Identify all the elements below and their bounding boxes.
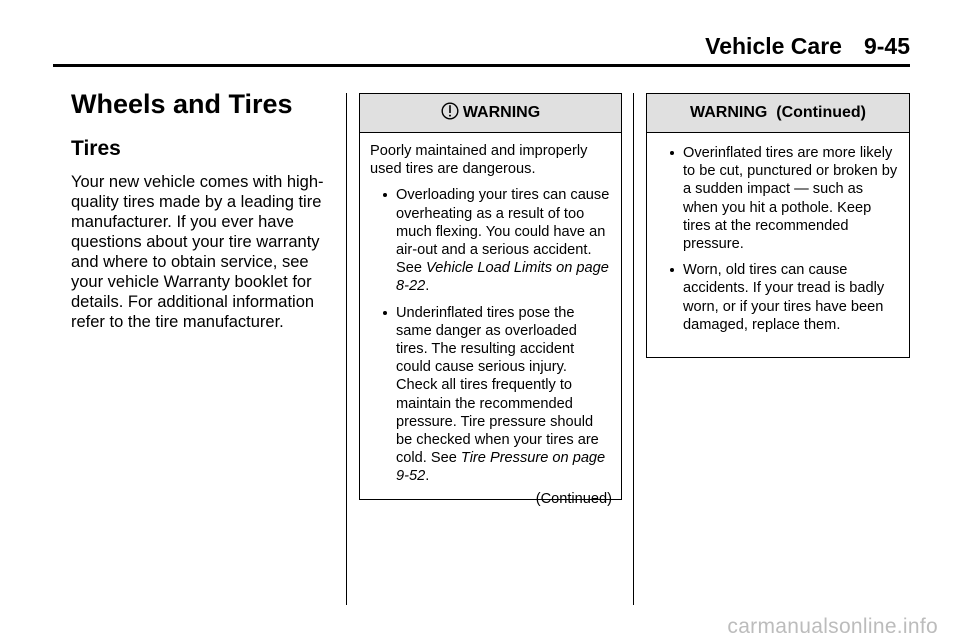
warning-title: WARNING (Continued) bbox=[690, 104, 866, 121]
section-title: Wheels and Tires bbox=[71, 89, 293, 119]
warning-triangle-icon bbox=[441, 102, 459, 125]
warning-header bbox=[647, 94, 909, 133]
cross-reference: Vehicle Load Limits on page 8-22 bbox=[396, 260, 609, 295]
warning-intro: Poorly maintained and improperly used tires are dangerous. bbox=[370, 143, 588, 178]
left-column bbox=[71, 88, 333, 332]
subsection-title: Tires bbox=[71, 137, 121, 160]
header-section: Vehicle Care bbox=[705, 33, 842, 59]
warning-bullet bbox=[657, 144, 900, 253]
column-divider bbox=[346, 93, 347, 605]
bullet-text: Underinflated tires pose the same danger as overloaded tires. The resulting accident could cause serious injury. Check all tires frequently to maintain the recommended pressure. Tire pressure should be checked when your tires are cold. See bbox=[396, 304, 599, 467]
warning-continued-box bbox=[646, 93, 910, 358]
warning-body bbox=[647, 133, 909, 342]
warning-box bbox=[359, 93, 622, 507]
bullet-text: Worn, old tires can cause accidents. If your tread is badly worn, or if your tires have been damaged, replace them. bbox=[683, 262, 885, 333]
bullet-dot bbox=[670, 151, 674, 155]
column-divider bbox=[633, 93, 634, 605]
continued-label: (Continued) bbox=[535, 490, 612, 507]
warning-bullet bbox=[370, 304, 612, 486]
bullet-end: . bbox=[425, 468, 430, 485]
bullet-dot bbox=[383, 311, 387, 315]
bullet-dot bbox=[670, 268, 674, 272]
bullet-text: Overinflated tires are more likely to be cut, punctured or broken by a sudden impact — such as when you hit a pothole. Keep tires at the recommended pressure. bbox=[683, 145, 898, 253]
watermark: carmanualsonline.info bbox=[727, 615, 938, 638]
bullet-dot bbox=[383, 193, 387, 197]
warning-header bbox=[360, 94, 621, 133]
intro-paragraph: Your new vehicle comes with high-quality tires made by a leading tire manufacturer. If you ever have questions about your tire warranty and where to obtain service, see your vehicle Warranty booklet for details. For additional information refer to the tire manufacturer. bbox=[71, 173, 324, 331]
warning-bullet bbox=[370, 186, 612, 295]
running-header bbox=[705, 33, 910, 60]
page-number: 9-45 bbox=[863, 33, 910, 59]
bullet-end: . bbox=[425, 278, 430, 295]
bullet-text: Overloading your tires can cause overheating as a result of too much flexing. You could have an air-out and a serious accident. See bbox=[396, 187, 610, 277]
warning-title: WARNING bbox=[462, 104, 541, 121]
warning-body bbox=[360, 133, 621, 516]
cross-reference: Tire Pressure on page 9-52 bbox=[396, 450, 606, 485]
warning-bullet bbox=[657, 261, 900, 334]
header-rule bbox=[53, 64, 910, 67]
